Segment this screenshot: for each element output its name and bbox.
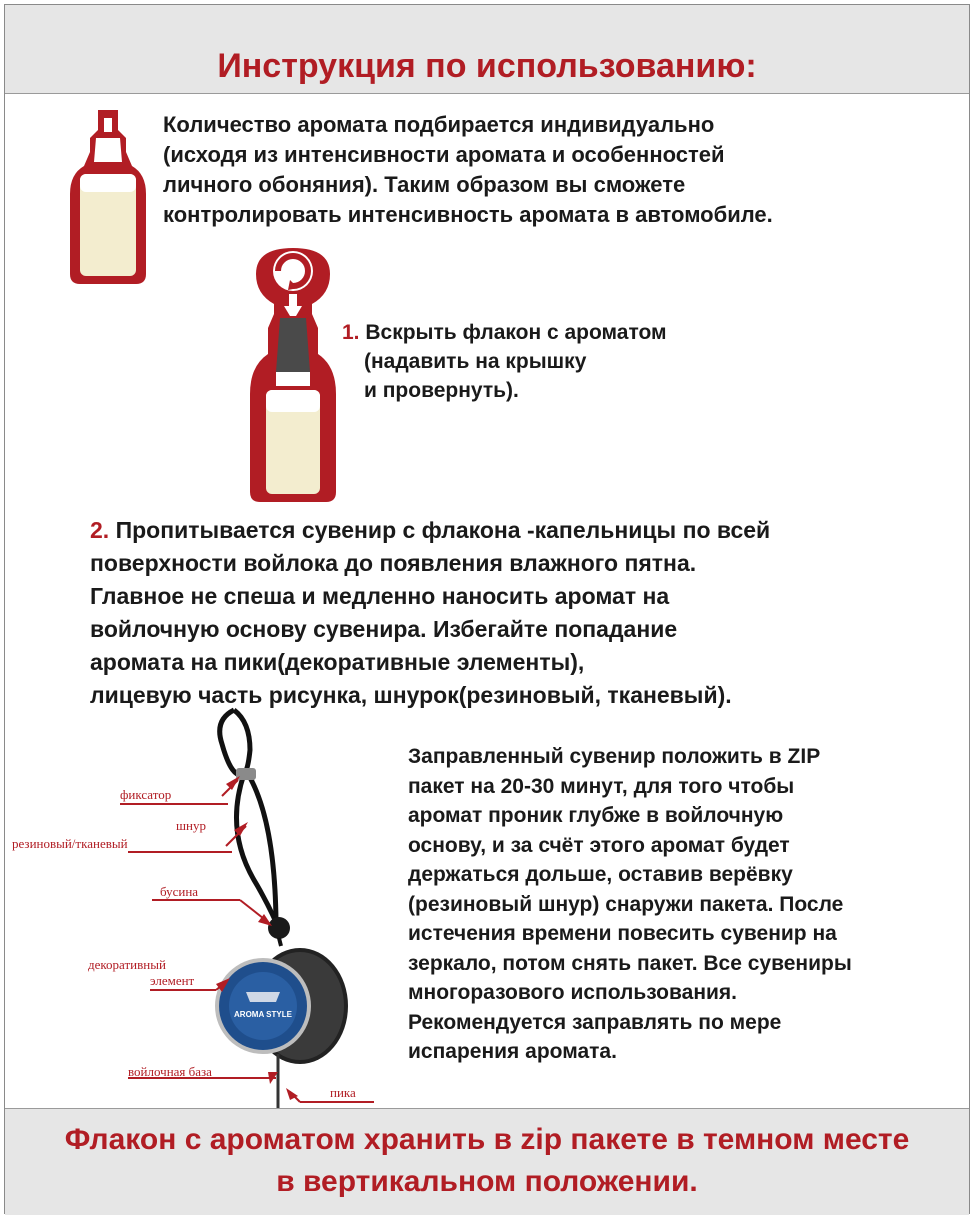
dropper-bottle-icon — [66, 104, 150, 288]
text-line: лицевую часть рисунка, шнурок(резиновый, тканевый). — [90, 682, 732, 708]
text-line: и провернуть). — [364, 379, 519, 402]
logo-text: AROMA STYLE — [234, 1010, 292, 1019]
text-line: аромата на пики(декоративные элементы), — [90, 649, 585, 675]
text-line: поверхности войлока до появления влажного пятна. — [90, 550, 697, 576]
text-line: аромат проник глубже в войлочную — [408, 804, 784, 827]
label-decor-2: элемент — [150, 973, 195, 988]
text-line: многоразового использования. — [408, 981, 738, 1004]
text-line: истечения времени повесить сувенир на — [408, 922, 837, 945]
text-line: войлочную основу сувенира. Избегайте попадание — [90, 616, 678, 642]
step-2-number: 2. — [90, 517, 110, 543]
label-cord-type: резиновый/тканевый — [12, 836, 128, 851]
text-line: держаться дольше, оставив верёвку — [408, 863, 793, 886]
text-line: (резиновый шнур) снаружи пакета. После — [408, 892, 844, 916]
header-panel — [5, 5, 969, 94]
intro-paragraph — [163, 110, 923, 230]
text-line: Количество аромата подбирается индивидуально — [163, 112, 715, 137]
label-spike: пика — [330, 1085, 356, 1100]
text-line: (исходя из интенсивности аромата и особенностей — [163, 142, 725, 167]
text-line: основу, и за счёт этого аромат будет — [408, 833, 790, 857]
footer-panel — [5, 1108, 969, 1215]
label-felt-base: войлочная база — [128, 1064, 212, 1079]
car-freshener-diagram — [0, 700, 400, 1120]
label-fixator: фиксатор — [120, 787, 172, 802]
text-line: личного обоняния). Таким образом вы сможете — [163, 172, 686, 197]
text-line: испарения аромата. — [408, 1040, 617, 1063]
text-line: контролировать интенсивность аромата в автомобиле. — [163, 202, 773, 227]
text-line: Вскрыть флакон с ароматом — [365, 321, 667, 344]
text-line: Пропитывается сувенир с флакона -капельницы по всей — [115, 517, 771, 543]
text-line: Главное не спеша и медленно наносить аромат на — [90, 583, 670, 609]
fixator-part — [236, 768, 256, 780]
label-bead: бусина — [160, 884, 199, 899]
step-1 — [342, 318, 667, 405]
page-title: Инструкция по использованию: — [217, 47, 757, 85]
bead-part — [268, 917, 290, 939]
bottle-open-icon — [246, 244, 340, 506]
text-line: Флакон с ароматом хранить в zip пакете в темном месте — [64, 1123, 910, 1156]
zip-instructions — [408, 742, 968, 1067]
text-line: (надавить на крышку — [364, 350, 587, 373]
label-decor-1: декоративный — [88, 957, 166, 972]
step-2 — [90, 514, 950, 712]
label-cord: шнур — [176, 818, 206, 833]
text-line: пакет на 20-30 минут, для того чтобы — [408, 774, 795, 798]
text-line: зеркало, потом снять пакет. Все сувениры — [408, 951, 852, 975]
step-1-number: 1. — [342, 321, 360, 344]
text-line: в вертикальном положении. — [276, 1165, 698, 1198]
text-line: Заправленный сувенир положить в ZIP — [408, 745, 821, 768]
storage-note — [5, 1119, 969, 1203]
text-line: Рекомендуется заправлять по мере — [408, 1010, 782, 1034]
